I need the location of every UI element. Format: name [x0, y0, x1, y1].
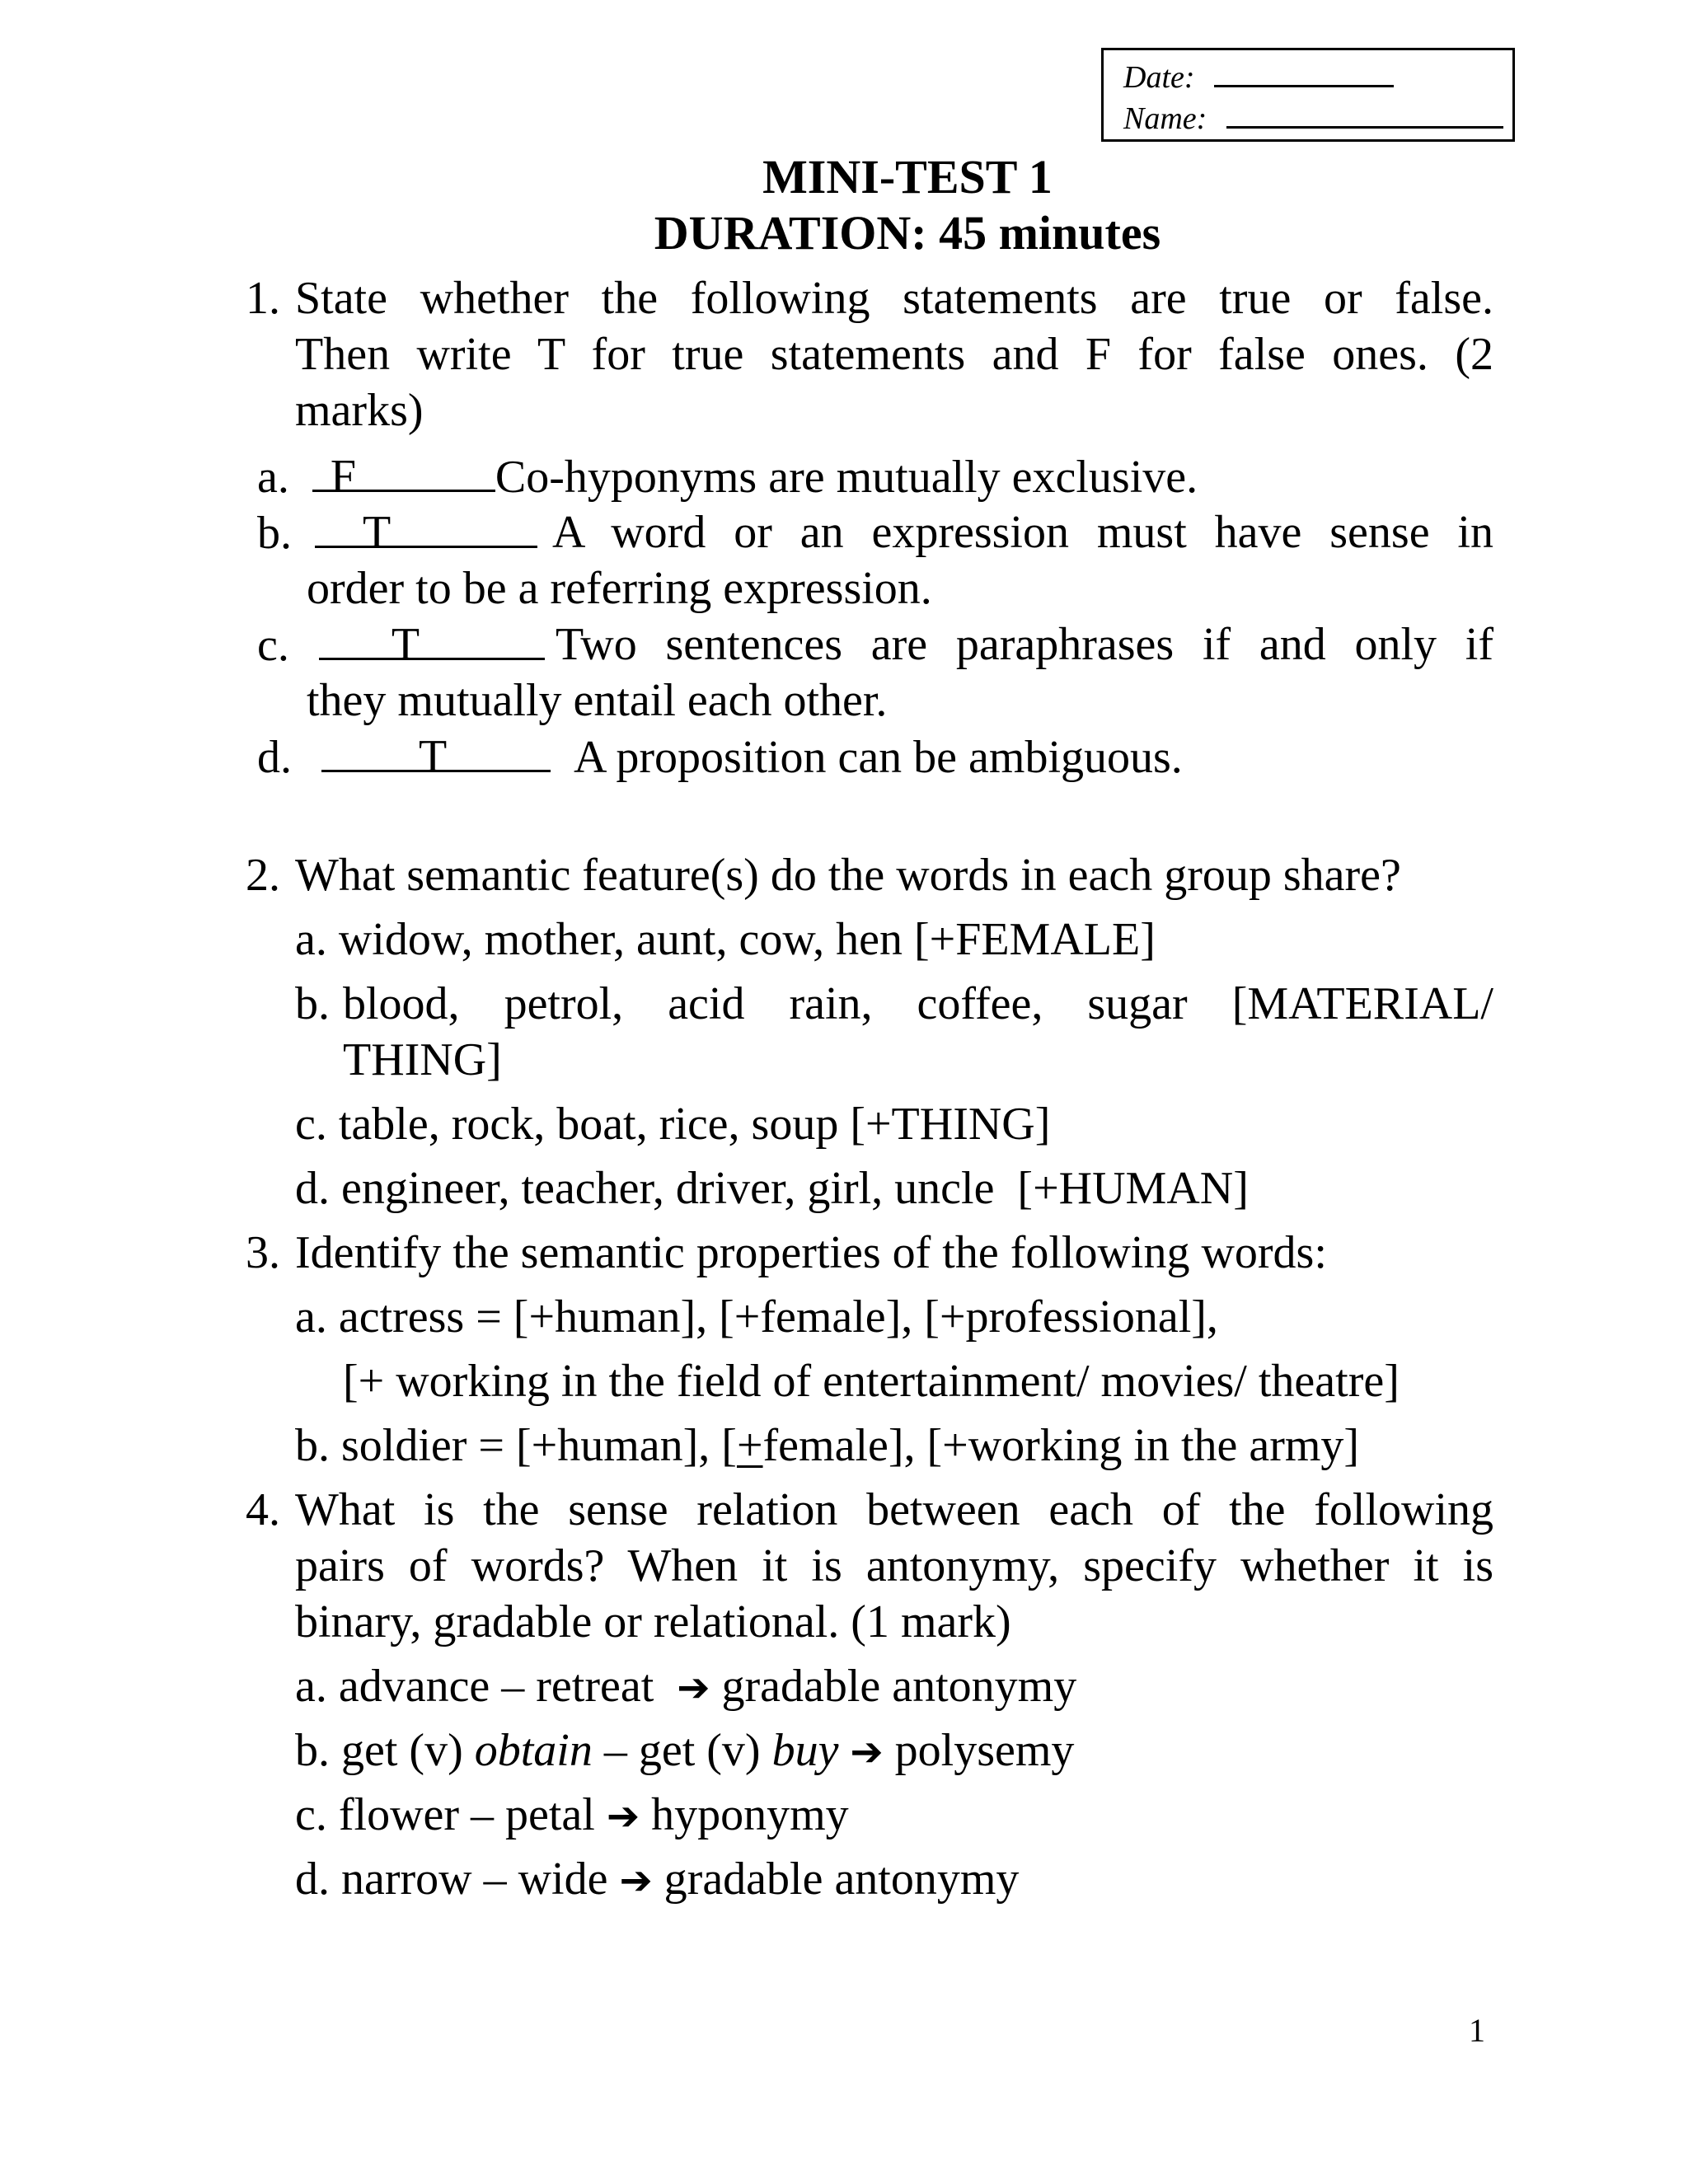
- q4-instruction-line2: pairs of words? When it is antonymy, specify whether it is: [295, 1540, 1493, 1591]
- q1-item-c-text-line1: Two sentences are paraphrases if and only if: [556, 619, 1493, 670]
- name-blank: [1226, 101, 1503, 129]
- duration-title: DURATION: 45 minutes: [654, 206, 1161, 260]
- q3-item-b: [295, 1418, 1359, 1474]
- q1-item-b-text-line2: order to be a referring expression.: [307, 563, 932, 614]
- q1-item-letter: d.: [257, 732, 292, 783]
- q1-item-c-prefix: [257, 616, 545, 673]
- date-line: [1123, 57, 1512, 98]
- q1-item-letter: c.: [257, 620, 289, 671]
- name-line: [1123, 98, 1512, 139]
- q1-item-letter: b.: [257, 508, 292, 559]
- q1-number: 1.: [246, 273, 280, 324]
- answer-value: T: [363, 507, 392, 558]
- q2-number: 2.: [246, 850, 280, 901]
- answer-value: F: [330, 451, 357, 502]
- q4-item-answer: gradable antonymy: [663, 1854, 1020, 1905]
- date-name-box: [1101, 48, 1515, 142]
- q4-instruction-line1: What is the sense relation between each of the following: [295, 1484, 1493, 1535]
- answer-blank: [312, 448, 495, 502]
- name-label: Name:: [1123, 101, 1207, 136]
- q1-item-d: [257, 729, 1183, 785]
- page-number: 1: [1469, 2012, 1485, 2049]
- q4-item-pair-mid: – get (v): [592, 1725, 772, 1776]
- right-arrow-icon: ➔: [850, 1729, 884, 1775]
- q4-item-letter: a.: [295, 1661, 327, 1712]
- q1-item-letter: a.: [257, 452, 289, 503]
- q2-item-b-text: blood, petrol, acid rain, coffee, sugar [MATERIAL/: [343, 978, 1493, 1029]
- right-arrow-icon: ➔: [619, 1858, 653, 1904]
- q3-item-a: [295, 1289, 1218, 1345]
- q4-item-a: [295, 1658, 1076, 1716]
- q4-item-b: [295, 1722, 1074, 1780]
- q2-item-letter: d.: [295, 1163, 330, 1214]
- q1-instruction-line2: Then write T for true statements and F for false ones. (2: [295, 329, 1493, 380]
- q4-item-answer: polysemy: [894, 1725, 1075, 1776]
- q4-number: 4.: [246, 1484, 280, 1535]
- answer-blank: [319, 616, 545, 670]
- answer-value: T: [419, 731, 448, 782]
- q3-instruction: Identify the semantic properties of the following words:: [295, 1227, 1327, 1278]
- q2-item-text: engineer, teacher, driver, girl, uncle [+HUMAN]: [341, 1163, 1249, 1214]
- q1-item-b-text-line1: A word or an expression must have sense in: [552, 507, 1493, 558]
- q4-item-answer: gradable antonymy: [721, 1661, 1077, 1712]
- q4-item-letter: b.: [295, 1725, 330, 1776]
- q1-item-b-prefix: [257, 504, 537, 561]
- q3-item-letter: b.: [295, 1420, 330, 1471]
- q2-instruction: What semantic feature(s) do the words in each group share?: [295, 850, 1401, 901]
- q1-item-text: Co-hyponyms are mutually exclusive.: [495, 452, 1198, 503]
- q3-item-text: soldier = [+human], [: [341, 1420, 737, 1471]
- q4-item-pair: get (v): [341, 1725, 475, 1776]
- q4-item-d: [295, 1851, 1019, 1909]
- q3-number: 3.: [246, 1227, 280, 1278]
- q3-item-text-rest: female], [+working in the army]: [762, 1420, 1360, 1471]
- answer-blank: [321, 729, 551, 782]
- q4-item-c: [295, 1787, 849, 1844]
- page-title: MINI-TEST 1: [762, 150, 1053, 204]
- q2-item-text: table, rock, boat, rice, soup [+THING]: [338, 1099, 1051, 1150]
- q4-item-pair: flower – petal: [338, 1789, 595, 1840]
- date-blank: [1214, 60, 1394, 87]
- answer-value: T: [391, 619, 420, 670]
- q4-instruction-line3: binary, gradable or relational. (1 mark): [295, 1596, 1011, 1647]
- q2-item-d: [295, 1160, 1249, 1216]
- q2-item-letter: c.: [295, 1099, 327, 1150]
- q4-item-pair: advance – retreat: [338, 1661, 666, 1712]
- q4-item-letter: c.: [295, 1789, 327, 1840]
- q3-item-letter: a.: [295, 1291, 327, 1343]
- q2-item-text: widow, mother, aunt, cow, hen [+FEMALE]: [338, 914, 1156, 965]
- q2-item-b-text-line2: THING]: [343, 1034, 502, 1085]
- q2-item-b-letter: b.: [295, 978, 330, 1029]
- q1-item-text: A proposition can be ambiguous.: [574, 732, 1183, 783]
- date-label: Date:: [1123, 60, 1195, 95]
- q4-item-letter: d.: [295, 1854, 330, 1905]
- q2-item-a: [295, 912, 1156, 968]
- q4-item-pair: narrow – wide: [341, 1854, 608, 1905]
- q2-item-letter: a.: [295, 914, 327, 965]
- plus-minus-sign: +: [736, 1420, 763, 1471]
- q3-item-a-line2: [+ working in the field of entertainment/ movies/ theatre]: [343, 1356, 1400, 1407]
- q2-item-c: [295, 1096, 1050, 1152]
- q1-instruction-line3: marks): [295, 385, 424, 436]
- q4-item-pair-italic-2: buy: [771, 1725, 839, 1776]
- right-arrow-icon: ➔: [606, 1793, 640, 1840]
- q1-item-c-text-line2: they mutually entail each other.: [307, 675, 888, 726]
- right-arrow-icon: ➔: [677, 1665, 710, 1711]
- q3-item-text: actress = [+human], [+female], [+professional],: [338, 1291, 1218, 1343]
- q1-instruction-line1: State whether the following statements are true or false.: [295, 273, 1493, 324]
- q1-item-a: [257, 448, 1198, 505]
- q4-item-answer: hyponymy: [651, 1789, 849, 1840]
- answer-blank: [315, 504, 537, 558]
- q4-item-pair-italic: obtain: [474, 1725, 593, 1776]
